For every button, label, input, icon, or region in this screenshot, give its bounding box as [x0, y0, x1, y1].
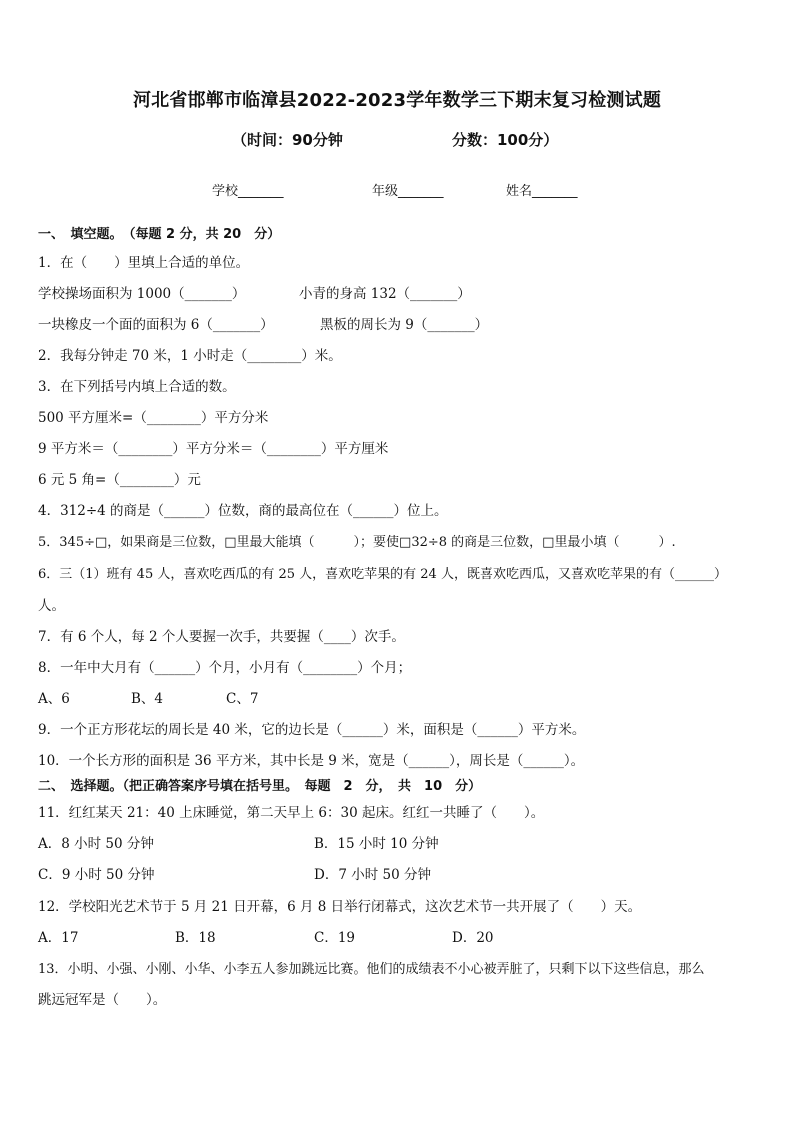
question-8: 8．一年中大月有（______）个月，小月有（________）个月； [38, 660, 412, 676]
exam-time: （时间：90分钟 [232, 131, 343, 149]
section-heading-choice: 二、 选择题。（把正确答案序号填在括号里。 每题 2 分， 共 10 分） [38, 779, 482, 794]
question-6: 6．三（1）班有 45 人，喜欢吃西瓜的有 25 人，喜欢吃苹果的有 24 人，既喜欢吃西瓜，又喜欢吃苹果的有（______） [38, 567, 727, 582]
name-field: 姓名_______ [506, 184, 578, 199]
question-8-option-a: A、6 [38, 691, 70, 707]
question-11-option-b: B．15 小时 10 分钟 [314, 836, 439, 852]
question-2: 2．我每分钟走 70 米，1 小时走（________）米。 [38, 348, 342, 364]
question-13: 13．小明、小强、小刚、小华、小李五人参加跳远比赛。他们的成绩表不小心被弄脏了，只剩下以下这些信息，那么 [38, 962, 705, 977]
question-3-part-c: 6 元 5 角=（________）元 [38, 472, 201, 488]
question-4: 4．312÷4 的商是（______）位数，商的最高位在（______）位上。 [38, 503, 448, 519]
question-9: 9．一个正方形花坛的周长是 40 米，它的边长是（______）米，面积是（______）平方米。 [38, 722, 586, 738]
question-12-option-d: D．20 [452, 930, 494, 946]
question-11-option-c: C．9 小时 50 分钟 [38, 867, 155, 883]
grade-field: 年级_______ [372, 184, 444, 199]
question-6-continued: 人。 [38, 598, 65, 614]
question-12-option-b: B．18 [175, 930, 216, 946]
question-1-part-c: 一块橡皮一个面的面积为 6（_______） [38, 317, 274, 333]
question-8-option-c: C、7 [226, 691, 259, 707]
question-13-continued: 跳远冠军是（ ）。 [38, 992, 167, 1008]
section-heading-fill-blank: 一、 填空题。 （每题 2 分，共 20 分） [38, 227, 281, 242]
exam-score: 分数：100分） [452, 131, 559, 149]
school-field: 学校_______ [212, 184, 284, 199]
question-8-option-b: B、4 [131, 691, 164, 707]
question-11-option-d: D．7 小时 50 分钟 [314, 867, 431, 883]
question-12-option-a: A．17 [38, 930, 79, 946]
question-3: 3．在下列括号内填上合适的数。 [38, 379, 236, 395]
question-11: 11．红红某天 21：40 上床睡觉，第二天早上 6：30 起床。红红一共睡了（ ）。 [38, 805, 545, 821]
question-5: 5．345÷□，如果商是三位数，□里最大能填（ ）；要使□32÷8 的商是三位数，□里最小填（ ）. [38, 535, 676, 550]
page-title: 河北省邯郸市临漳县2022-2023学年数学三下期末复习检测试题 [132, 90, 662, 111]
question-3-part-a: 500 平方厘米=（________）平方分米 [38, 410, 269, 426]
question-7: 7．有 6 个人，每 2 个人要握一次手，共要握（____）次手。 [38, 629, 405, 645]
question-1-part-b: 小青的身高 132（_______） [299, 286, 471, 302]
question-1: 1．在（ ）里填上合适的单位。 [38, 255, 250, 271]
question-12-option-c: C．19 [314, 930, 356, 946]
question-10: 10．一个长方形的面积是 36 平方米，其中长是 9 米，宽是（______），周长是（______）。 [38, 753, 585, 769]
question-11-option-a: A．8 小时 50 分钟 [38, 836, 154, 852]
question-12: 12．学校阳光艺术节于 5 月 21 日开幕，6 月 8 日举行闭幕式，这次艺术节一共开展了（ ）天。 [38, 899, 642, 915]
question-3-part-b: 9 平方米＝（________）平方分米＝（________）平方厘米 [38, 441, 389, 457]
question-1-part-a: 学校操场面积为 1000（_______） [38, 286, 246, 302]
question-1-part-d: 黑板的周长为 9（_______） [320, 317, 489, 333]
